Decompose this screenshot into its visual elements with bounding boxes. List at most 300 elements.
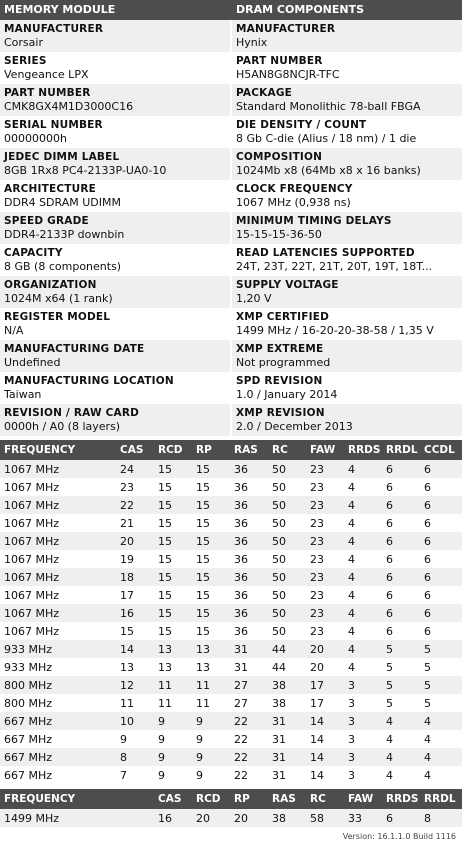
- table-cell: 6: [420, 478, 462, 496]
- table-cell: 38: [268, 694, 306, 712]
- field-value: DDR4-2133P downbin: [4, 228, 125, 241]
- table-cell: 58: [306, 809, 344, 827]
- table-cell: 800 MHz: [0, 694, 116, 712]
- table-cell: 1067 MHz: [0, 550, 116, 568]
- table-cell: 4: [382, 730, 420, 748]
- table-cell: 17: [306, 694, 344, 712]
- field-label: REGISTER MODEL: [4, 311, 111, 323]
- column-header: RAS: [268, 789, 306, 809]
- table-row: [0, 532, 462, 550]
- table-cell: 4: [344, 658, 382, 676]
- table-cell: 23: [306, 622, 344, 640]
- table-header-row: [0, 440, 462, 460]
- column-header: RC: [268, 440, 306, 460]
- memory-module-field: [0, 372, 230, 404]
- table-cell: 20: [306, 658, 344, 676]
- field-value: 8 GB (8 components): [4, 260, 122, 273]
- table-cell: 4: [420, 730, 462, 748]
- table-cell: 5: [382, 640, 420, 658]
- dram-component-field: [232, 148, 462, 180]
- table-cell: 31: [268, 766, 306, 784]
- table-cell: 50: [268, 568, 306, 586]
- table-cell: 5: [382, 694, 420, 712]
- table-cell: 6: [382, 478, 420, 496]
- column-header: CCDL: [420, 440, 462, 460]
- info-row: [0, 308, 462, 340]
- table-row: [0, 478, 462, 496]
- table-cell: 36: [230, 604, 268, 622]
- table-cell: 36: [230, 550, 268, 568]
- table-cell: 22: [230, 730, 268, 748]
- table-cell: 15: [192, 460, 230, 478]
- table-cell: 15: [154, 622, 192, 640]
- table-row: [0, 640, 462, 658]
- table-cell: 11: [116, 694, 154, 712]
- column-header: RP: [192, 440, 230, 460]
- table-cell: 6: [382, 460, 420, 478]
- table-cell: 4: [344, 478, 382, 496]
- table-row: [0, 694, 462, 712]
- table-row: [0, 586, 462, 604]
- table-cell: 1067 MHz: [0, 460, 116, 478]
- column-header: FAW: [344, 789, 382, 809]
- table-cell: 50: [268, 550, 306, 568]
- table-cell: 14: [306, 730, 344, 748]
- table-cell: 6: [382, 550, 420, 568]
- table-cell: 6: [420, 586, 462, 604]
- table-cell: 36: [230, 532, 268, 550]
- table-cell: 15: [192, 568, 230, 586]
- table-cell: 6: [382, 604, 420, 622]
- table-cell: 50: [268, 496, 306, 514]
- table-cell: 5: [420, 694, 462, 712]
- table-cell: 4: [382, 766, 420, 784]
- dram-component-field: [232, 404, 462, 436]
- table-row: [0, 568, 462, 586]
- table-cell: 4: [420, 766, 462, 784]
- table-cell: 1067 MHz: [0, 622, 116, 640]
- table-cell: 9: [154, 712, 192, 730]
- field-label: PART NUMBER: [236, 55, 323, 67]
- table-cell: 4: [344, 622, 382, 640]
- table-row: [0, 748, 462, 766]
- field-value: Corsair: [4, 36, 43, 49]
- field-label: MANUFACTURING LOCATION: [4, 375, 174, 387]
- field-label: MANUFACTURER: [4, 23, 104, 35]
- table-cell: 15: [154, 550, 192, 568]
- table-row: [0, 766, 462, 784]
- table-cell: 23: [116, 478, 154, 496]
- table-cell: 11: [154, 694, 192, 712]
- table-cell: 14: [116, 640, 154, 658]
- column-header: RP: [230, 789, 268, 809]
- table-cell: 15: [116, 622, 154, 640]
- table-cell: 1067 MHz: [0, 532, 116, 550]
- table-cell: 18: [116, 568, 154, 586]
- table-cell: 50: [268, 460, 306, 478]
- field-label: DIE DENSITY / COUNT: [236, 119, 367, 131]
- table-cell: 5: [420, 658, 462, 676]
- memory-module-field: [0, 20, 230, 52]
- info-row: [0, 84, 462, 116]
- field-value: H5AN8G8NCJR-TFC: [236, 68, 340, 81]
- table-cell: 22: [230, 748, 268, 766]
- table-row: [0, 514, 462, 532]
- field-value: Taiwan: [4, 388, 42, 401]
- table-cell: 5: [382, 658, 420, 676]
- table-row: [0, 460, 462, 478]
- table-cell: 4: [420, 748, 462, 766]
- table-cell: 9: [192, 730, 230, 748]
- table-cell: 6: [420, 514, 462, 532]
- field-value: 15-15-15-36-50: [236, 228, 322, 241]
- table-cell: 6: [382, 568, 420, 586]
- field-label: JEDEC DIMM LABEL: [4, 151, 120, 163]
- table-cell: 17: [116, 586, 154, 604]
- dram-component-field: [232, 340, 462, 372]
- section-header: [0, 0, 462, 20]
- table-cell: 4: [344, 586, 382, 604]
- info-row: [0, 148, 462, 180]
- table-cell: 22: [230, 766, 268, 784]
- field-value: CMK8GX4M1D3000C16: [4, 100, 134, 113]
- field-value: Standard Monolithic 78-ball FBGA: [236, 100, 421, 113]
- field-label: COMPOSITION: [236, 151, 323, 163]
- table-cell: 14: [306, 712, 344, 730]
- table-cell: 15: [192, 586, 230, 604]
- xmp-timings-table: [0, 789, 462, 827]
- table-cell: 13: [116, 658, 154, 676]
- table-cell: 6: [382, 532, 420, 550]
- table-cell: 23: [306, 496, 344, 514]
- column-header: RRDL: [420, 789, 462, 809]
- table-cell: 15: [154, 532, 192, 550]
- table-cell: 13: [154, 658, 192, 676]
- field-label: SERIAL NUMBER: [4, 119, 103, 131]
- table-cell: 933 MHz: [0, 640, 116, 658]
- table-cell: 800 MHz: [0, 676, 116, 694]
- table-cell: 15: [154, 568, 192, 586]
- memory-module-field: [0, 180, 230, 212]
- table-row: [0, 809, 462, 827]
- field-value: 0000h / A0 (8 layers): [4, 420, 121, 433]
- column-header: RCD: [154, 440, 192, 460]
- table-cell: 4: [344, 568, 382, 586]
- table-cell: 4: [420, 712, 462, 730]
- table-cell: 36: [230, 622, 268, 640]
- table-cell: 15: [192, 478, 230, 496]
- table-cell: 31: [230, 658, 268, 676]
- table-cell: 6: [420, 460, 462, 478]
- dram-component-field: [232, 212, 462, 244]
- table-row: [0, 604, 462, 622]
- table-cell: 23: [306, 604, 344, 622]
- table-cell: 8: [116, 748, 154, 766]
- table-cell: 15: [192, 550, 230, 568]
- field-label: ARCHITECTURE: [4, 183, 96, 195]
- column-header: RRDS: [344, 440, 382, 460]
- table-cell: 1067 MHz: [0, 478, 116, 496]
- memory-module-field: [0, 404, 230, 436]
- table-cell: 6: [420, 532, 462, 550]
- field-label: MANUFACTURING DATE: [4, 343, 145, 355]
- dram-component-field: [232, 116, 462, 148]
- table-cell: 8: [420, 809, 462, 827]
- table-cell: 15: [192, 604, 230, 622]
- field-value: 1024M x64 (1 rank): [4, 292, 113, 305]
- table-cell: 4: [344, 550, 382, 568]
- table-cell: 23: [306, 478, 344, 496]
- table-cell: 15: [154, 460, 192, 478]
- table-cell: 6: [420, 568, 462, 586]
- table-cell: 15: [192, 622, 230, 640]
- table-cell: 23: [306, 532, 344, 550]
- info-row: [0, 340, 462, 372]
- jedec-timings-table: [0, 440, 462, 784]
- field-value: 24T, 23T, 22T, 21T, 20T, 19T, 18T...: [236, 260, 433, 273]
- table-cell: 4: [344, 514, 382, 532]
- table-cell: 16: [116, 604, 154, 622]
- field-value: 00000000h: [4, 132, 67, 145]
- table-cell: 9: [154, 766, 192, 784]
- table-cell: 36: [230, 496, 268, 514]
- table-cell: 1067 MHz: [0, 496, 116, 514]
- table-cell: 4: [344, 460, 382, 478]
- table-cell: 667 MHz: [0, 730, 116, 748]
- table-cell: 50: [268, 514, 306, 532]
- field-label: XMP REVISION: [236, 407, 325, 419]
- version-label: Version: 16.1.1.0 Build 1116: [342, 832, 456, 841]
- table-cell: 6: [382, 514, 420, 532]
- table-cell: 44: [268, 658, 306, 676]
- table-cell: 31: [268, 730, 306, 748]
- table-cell: 11: [192, 694, 230, 712]
- table-cell: 23: [306, 550, 344, 568]
- field-label: SUPPLY VOLTAGE: [236, 279, 339, 291]
- column-header: FREQUENCY: [0, 789, 154, 809]
- table-cell: 50: [268, 586, 306, 604]
- info-row: [0, 116, 462, 148]
- table-cell: 50: [268, 604, 306, 622]
- table-cell: 14: [306, 748, 344, 766]
- table-cell: 16: [154, 809, 192, 827]
- table-cell: 27: [230, 676, 268, 694]
- field-value: Vengeance LPX: [4, 68, 89, 81]
- table-cell: 6: [420, 622, 462, 640]
- column-header: RCD: [192, 789, 230, 809]
- field-value: N/A: [4, 324, 24, 337]
- info-row: [0, 20, 462, 52]
- table-cell: 20: [116, 532, 154, 550]
- field-value: Undefined: [4, 356, 61, 369]
- field-label: XMP CERTIFIED: [236, 311, 330, 323]
- info-row: [0, 212, 462, 244]
- table-cell: 3: [344, 712, 382, 730]
- table-cell: 4: [344, 640, 382, 658]
- table-cell: 1067 MHz: [0, 586, 116, 604]
- table-cell: 15: [154, 604, 192, 622]
- table-row: [0, 622, 462, 640]
- table-cell: 3: [344, 676, 382, 694]
- table-cell: 50: [268, 622, 306, 640]
- table-cell: 4: [382, 748, 420, 766]
- field-label: SERIES: [4, 55, 47, 67]
- table-cell: 23: [306, 460, 344, 478]
- memory-module-field: [0, 52, 230, 84]
- field-label: PACKAGE: [236, 87, 293, 99]
- memory-module-field: [0, 84, 230, 116]
- table-cell: 4: [344, 604, 382, 622]
- table-cell: 1067 MHz: [0, 604, 116, 622]
- table-cell: 15: [192, 532, 230, 550]
- table-cell: 24: [116, 460, 154, 478]
- table-cell: 667 MHz: [0, 766, 116, 784]
- memory-module-field: [0, 244, 230, 276]
- table-cell: 14: [306, 766, 344, 784]
- table-cell: 9: [154, 748, 192, 766]
- column-header: FREQUENCY: [0, 440, 116, 460]
- dram-component-field: [232, 244, 462, 276]
- dram-component-field: [232, 308, 462, 340]
- table-cell: 3: [344, 694, 382, 712]
- info-row: [0, 372, 462, 404]
- table-cell: 23: [306, 514, 344, 532]
- table-cell: 36: [230, 478, 268, 496]
- column-header: RAS: [230, 440, 268, 460]
- table-cell: 23: [306, 586, 344, 604]
- table-cell: 6: [382, 586, 420, 604]
- table-cell: 6: [420, 496, 462, 514]
- table-cell: 50: [268, 478, 306, 496]
- table-cell: 13: [192, 640, 230, 658]
- field-value: 8GB 1Rx8 PC4-2133P-UA0-10: [4, 164, 167, 177]
- memory-module-field: [0, 212, 230, 244]
- table-cell: 31: [268, 712, 306, 730]
- table-cell: 22: [116, 496, 154, 514]
- column-header: RRDS: [382, 789, 420, 809]
- table-cell: 4: [344, 496, 382, 514]
- table-cell: 667 MHz: [0, 712, 116, 730]
- field-label: MANUFACTURER: [236, 23, 336, 35]
- table-cell: 11: [154, 676, 192, 694]
- memory-module-field: [0, 148, 230, 180]
- table-cell: 3: [344, 766, 382, 784]
- info-row: [0, 52, 462, 84]
- dram-component-field: [232, 20, 462, 52]
- table-row: [0, 712, 462, 730]
- table-cell: 9: [192, 766, 230, 784]
- table-cell: 36: [230, 460, 268, 478]
- table-cell: 38: [268, 809, 306, 827]
- table-cell: 19: [116, 550, 154, 568]
- table-cell: 10: [116, 712, 154, 730]
- table-cell: 33: [344, 809, 382, 827]
- table-cell: 9: [192, 712, 230, 730]
- table-cell: 20: [306, 640, 344, 658]
- table-cell: 38: [268, 676, 306, 694]
- table-cell: 11: [192, 676, 230, 694]
- field-label: SPD REVISION: [236, 375, 323, 387]
- table-cell: 15: [192, 514, 230, 532]
- column-header: FAW: [306, 440, 344, 460]
- table-cell: 7: [116, 766, 154, 784]
- table-row: [0, 658, 462, 676]
- memory-module-heading: MEMORY MODULE: [4, 3, 116, 16]
- column-header: RC: [306, 789, 344, 809]
- table-cell: 17: [306, 676, 344, 694]
- table-cell: 31: [268, 748, 306, 766]
- table-cell: 667 MHz: [0, 748, 116, 766]
- dram-component-field: [232, 84, 462, 116]
- memory-module-field: [0, 276, 230, 308]
- field-label: XMP EXTREME: [236, 343, 324, 355]
- table-cell: 6: [382, 496, 420, 514]
- table-cell: 5: [420, 676, 462, 694]
- table-cell: 15: [154, 514, 192, 532]
- table-cell: 36: [230, 514, 268, 532]
- info-row: [0, 404, 462, 436]
- memory-module-field: [0, 308, 230, 340]
- table-cell: 13: [192, 658, 230, 676]
- table-cell: 5: [420, 640, 462, 658]
- table-cell: 1499 MHz: [0, 809, 154, 827]
- memory-module-field: [0, 116, 230, 148]
- table-cell: 9: [116, 730, 154, 748]
- table-cell: 6: [420, 604, 462, 622]
- field-label: CLOCK FREQUENCY: [236, 183, 353, 195]
- field-label: MINIMUM TIMING DELAYS: [236, 215, 392, 227]
- table-header-row: [0, 789, 462, 809]
- dram-component-field: [232, 180, 462, 212]
- table-cell: 20: [230, 809, 268, 827]
- field-label: PART NUMBER: [4, 87, 91, 99]
- table-cell: 4: [344, 532, 382, 550]
- column-header: CAS: [116, 440, 154, 460]
- column-header: RRDL: [382, 440, 420, 460]
- table-cell: 15: [154, 478, 192, 496]
- table-cell: 9: [192, 748, 230, 766]
- table-cell: 27: [230, 694, 268, 712]
- table-cell: 1067 MHz: [0, 514, 116, 532]
- field-label: SPEED GRADE: [4, 215, 89, 227]
- field-value: Not programmed: [236, 356, 331, 369]
- table-cell: 21: [116, 514, 154, 532]
- dram-components-heading: DRAM COMPONENTS: [236, 3, 365, 16]
- table-cell: 12: [116, 676, 154, 694]
- field-value: 1.0 / January 2014: [236, 388, 338, 401]
- table-cell: 6: [382, 622, 420, 640]
- field-value: 8 Gb C-die (Alius / 18 nm) / 1 die: [236, 132, 417, 145]
- table-cell: 4: [382, 712, 420, 730]
- dram-component-field: [232, 372, 462, 404]
- table-cell: 36: [230, 568, 268, 586]
- field-label: ORGANIZATION: [4, 279, 97, 291]
- table-cell: 9: [154, 730, 192, 748]
- dram-component-field: [232, 276, 462, 308]
- table-cell: 5: [382, 676, 420, 694]
- field-value: 1067 MHz (0,938 ns): [236, 196, 351, 209]
- table-cell: 44: [268, 640, 306, 658]
- table-cell: 13: [154, 640, 192, 658]
- table-cell: 3: [344, 730, 382, 748]
- table-row: [0, 496, 462, 514]
- field-value: 2.0 / December 2013: [236, 420, 353, 433]
- field-value: DDR4 SDRAM UDIMM: [4, 196, 121, 209]
- table-cell: 3: [344, 748, 382, 766]
- table-row: [0, 676, 462, 694]
- table-cell: 6: [382, 809, 420, 827]
- table-cell: 1067 MHz: [0, 568, 116, 586]
